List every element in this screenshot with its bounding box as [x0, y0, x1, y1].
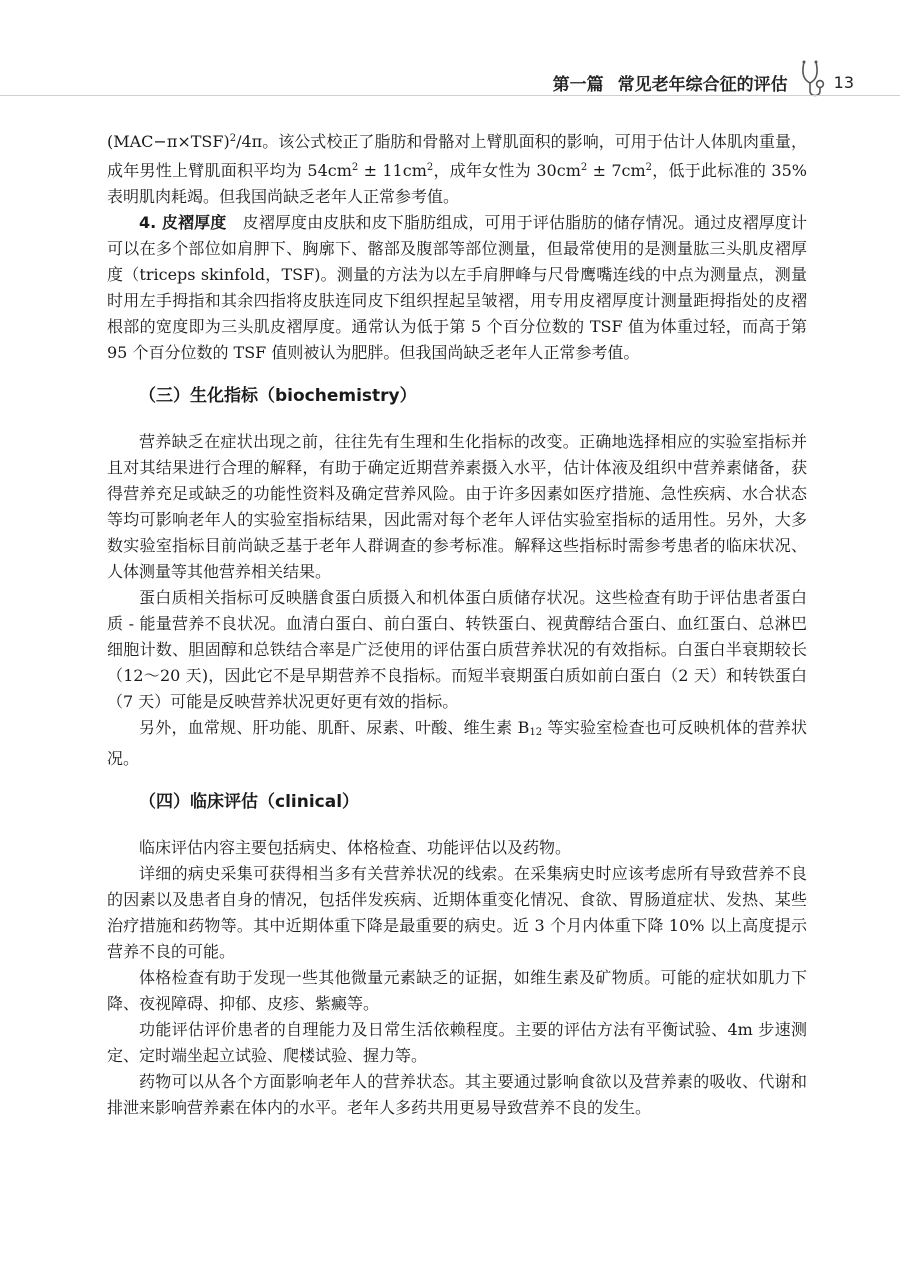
- paragraph-medication: 药物可以从各个方面影响老年人的营养状态。其主要通过影响食欲以及营养素的吸收、代谢和排泄来影响营养素在体内的水平。老年人多药共用更易导致营养不良的发生。: [107, 1072, 807, 1117]
- stethoscope-icon: [798, 59, 828, 105]
- skinfold-heading: 4. 皮褶厚度: [139, 213, 227, 232]
- header-part: 第一篇: [552, 74, 604, 95]
- running-header: [553, 52, 854, 112]
- header-rule: [0, 95, 900, 96]
- paragraph-clinical-intro: 临床评估内容主要包括病史、体格检查、功能评估以及药物。: [139, 838, 572, 857]
- paragraph-formula: $(MAC-\pi\times TSF)^2/4\pi$。该公式校正了脂肪和骨骼对上臂肌面积的影响，可用于估计人体肌肉重量，成年男性上臂肌面积平均为 $54cm^2 \pm 11cm^2$，成年女性为 $30cm^2 \pm 7cm^2$，低于此标准的 35% 表明肌肉耗竭。但我国尚缺乏老年人正常参考值。: [107, 132, 807, 206]
- header-title: 常见老年综合征的评估: [617, 74, 788, 95]
- paragraph-protein: 蛋白质相关指标可反映膳食蛋白质摄入和机体蛋白质储存状况。这些检查有助于评估患者蛋白质 - 能量营养不良状况。血清白蛋白、前白蛋白、转铁蛋白、视黄醇结合蛋白、血红蛋白、总淋巴细胞计数、胆固醇和总铁结合率是广泛使用的评估蛋白质营养状况的有效指标。白蛋白半衰期较长（12～20 天)，因此它不是早期营养不良指标。而短半衰期蛋白质如前白蛋白（2 天）和转铁蛋白（7 天）可能是反映营养状况更好更有效的指标。: [107, 588, 807, 711]
- paragraph-functional: 功能评估评价患者的自理能力及日常生活依赖程度。主要的评估方法有平衡试验、4m 步速测定、定时端坐起立试验、爬楼试验、握力等。: [107, 1020, 807, 1065]
- section-heading-biochemistry: （三）生化指标（biochemistry）: [139, 386, 417, 406]
- paragraph-history: 详细的病史采集可获得相当多有关营养状况的线索。在采集病史时应该考虑所有导致营养不良的因素以及患者自身的情况，包括伴发疾病、近期体重变化情况、食欲、胃肠道症状、发热、某些治疗措施和药物等。其中近期体重下降是最重要的病史。近 3 个月内体重下降 10% 以上高度提示营养不良的可能。: [107, 864, 807, 961]
- paragraph-other-labs: 另外，血常规、肝功能、肌酐、尿素、叶酸、维生素 $B_{12}$ 等实验室检查也可反映机体的营养状况。: [107, 718, 807, 768]
- paragraph-skinfold: 4. 皮褶厚度 皮褶厚度由皮肤和皮下脂肪组成，可用于评估脂肪的储存情况。通过皮褶厚度计可以在多个部位如肩胛下、胸廓下、髂部及腹部等部位测量，但最常使用的是测量肱三头肌皮褶厚度（triceps skinfold，TSF)。测量的方法为以左手肩胛峰与尺骨鹰嘴连线的中点为测量点，测量时用左手拇指和其余四指将皮肤连同皮下组织捏起呈皱褶，用专用皮褶厚度计测量距拇指处的皮褶根部的宽度即为三头肌皮褶厚度。通常认为低于第 5 个百分位数的 TSF 值为体重过轻，而高于第 95 个百分位数的 TSF 值则被认为肥胖。但我国尚缺乏老年人正常参考值。: [107, 213, 807, 362]
- body-text: [107, 126, 807, 1121]
- section-heading-clinical: （四）临床评估（clinical）: [139, 792, 360, 812]
- paragraph-biochem-intro: 营养缺乏在症状出现之前，往往先有生理和生化指标的改变。正确地选择相应的实验室指标并且对其结果进行合理的解释，有助于确定近期营养素摄入水平，估计体液及组织中营养素储备，获得营养充足或缺乏的功能性资料及确定营养风险。由于许多因素如医疗措施、急性疾病、水合状态等均可影响老年人的实验室指标结果，因此需对每个老年人评估实验室指标的适用性。另外，大多数实验室指标目前尚缺乏基于老年人群调查的参考标准。解释这些指标时需参考患者的临床状况、人体测量等其他营养相关结果。: [107, 432, 807, 581]
- page-number: 13: [833, 72, 854, 92]
- paragraph-physical-exam: 体格检查有助于发现一些其他微量元素缺乏的证据，如维生素及矿物质。可能的症状如肌力下降、夜视障碍、抑郁、皮疹、紫癜等。: [107, 968, 807, 1013]
